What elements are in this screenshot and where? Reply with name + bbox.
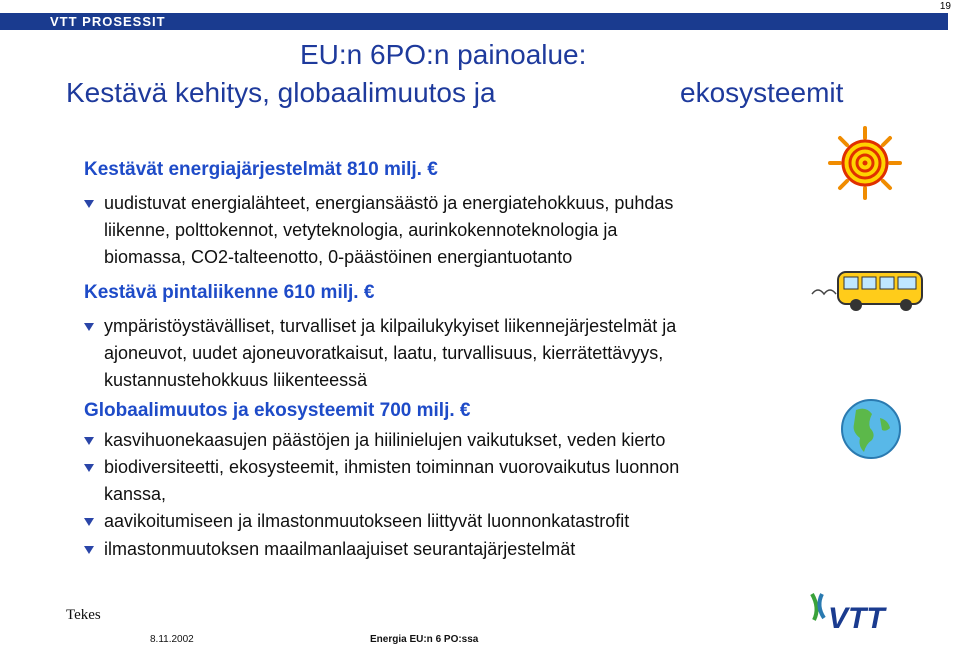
bullet-energy-1	[84, 190, 844, 271]
bullet-line: uudistuvat energialähteet, energiansäästö ja energiatehokkuus, puhdas	[104, 193, 674, 213]
bullet-line: ympäristöystävälliset, turvalliset ja kilpailukykyiset liikennejärjestelmät ja	[104, 316, 677, 336]
footer-date: 8.11.2002	[150, 634, 194, 645]
bullet-triangle-icon	[84, 546, 94, 554]
vtt-logo-text: VTT	[828, 602, 885, 635]
bullet-global-4	[84, 536, 844, 563]
bullet-triangle-icon	[84, 323, 94, 331]
bullet-line: ilmastonmuutoksen maailmanlaajuiset seurantajärjestelmät	[104, 539, 576, 559]
sun-icon	[828, 126, 902, 200]
title-line-2-left: Kestävä kehitys, globaalimuutos ja	[66, 77, 496, 108]
bullet-triangle-icon	[84, 518, 94, 526]
bus-icon	[808, 264, 928, 314]
title-line-1: EU:n 6PO:n painoalue:	[300, 39, 587, 70]
bullet-line: liikenne, polttokennot, vetyteknologia, aurinkokennoteknologia ja	[104, 220, 618, 240]
section-heading-energy: Kestävät energiajärjestelmät 810 milj. €	[84, 159, 438, 180]
bullet-triangle-icon	[84, 437, 94, 445]
section-heading-transport: Kestävä pintaliikenne 610 milj. €	[84, 282, 375, 303]
section-heading-global: Globaalimuutos ja ekosysteemit 700 milj. €	[84, 400, 471, 421]
bullet-line: ajoneuvot, uudet ajoneuvoratkaisut, laatu, turvallisuus, kierrätettävyys,	[104, 343, 664, 363]
bullet-global-1	[84, 427, 844, 454]
page-number: 19	[939, 1, 951, 12]
bullet-line: aavikoitumiseen ja ilmastonmuutokseen liittyvät luonnonkatastrofit	[104, 511, 630, 531]
bullet-line: kasvihuonekaasujen päästöjen ja hiilinielujen vaikutukset, veden kierto	[104, 430, 666, 450]
footer-title: Energia EU:n 6 PO:ssa	[370, 634, 479, 645]
slide-title	[66, 36, 916, 112]
brand-band: VTT PROSESSIT	[0, 13, 948, 30]
bullet-line: kanssa,	[104, 484, 167, 504]
bullet-triangle-icon	[84, 464, 94, 472]
title-line-2-right: ekosysteemit	[680, 77, 844, 108]
bullet-triangle-icon	[84, 200, 94, 208]
bullet-transport-1	[84, 313, 844, 394]
bullet-line: biodiversiteetti, ekosysteemit, ihmisten toiminnan vuorovaikutus luonnon	[104, 457, 680, 477]
globe-icon	[840, 398, 902, 460]
bullet-line: kustannustehokkuus liikenteessä	[104, 370, 368, 390]
header-bar	[0, 0, 959, 34]
bullet-line: biomassa, CO2-talteenotto, 0-päästöinen energiantuotanto	[104, 247, 573, 267]
footer-org: Tekes	[66, 607, 101, 623]
title-line-2	[66, 74, 916, 112]
bullet-global-2	[84, 454, 844, 508]
vtt-logo	[798, 588, 918, 638]
bullet-global-3	[84, 508, 844, 535]
